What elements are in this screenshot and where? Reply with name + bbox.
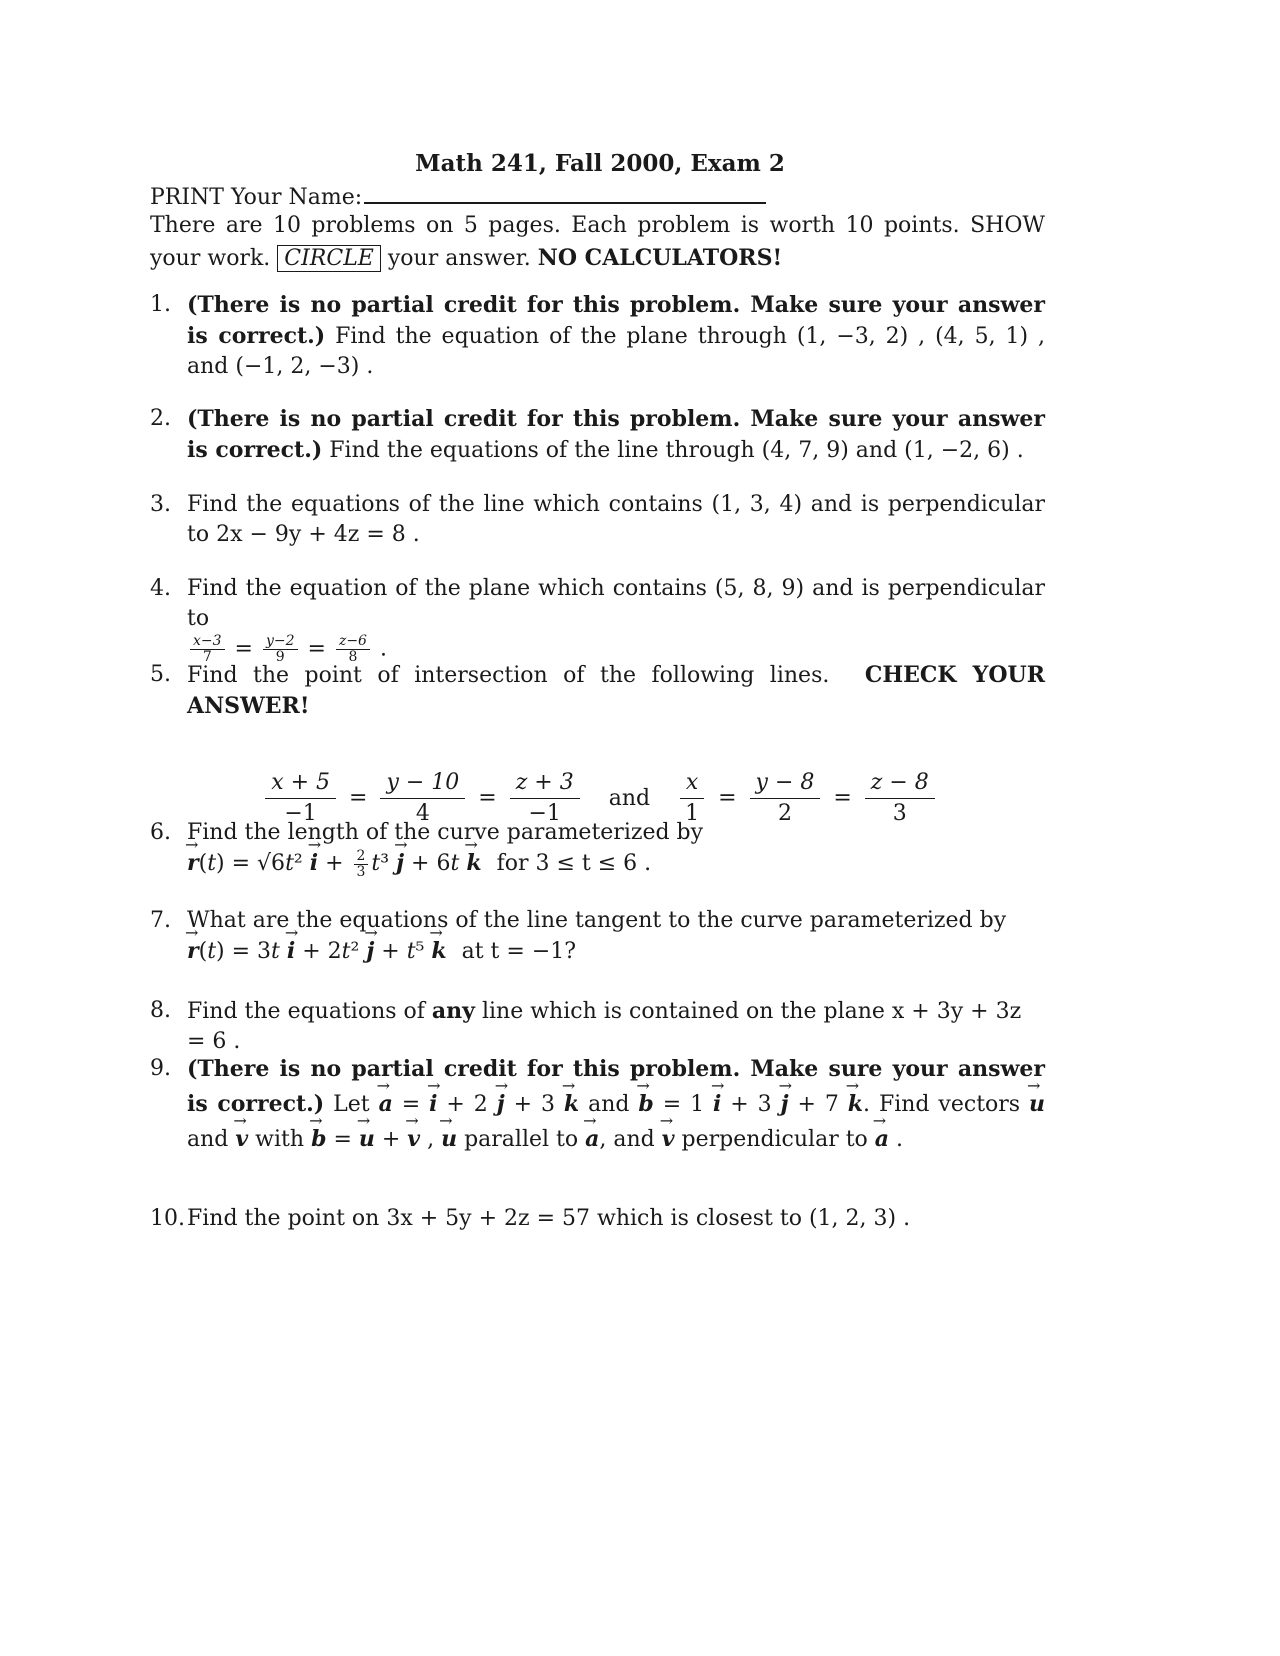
problem-number: 4. <box>150 576 171 601</box>
name-line <box>150 182 766 210</box>
instructions-line1: There are 10 problems on 5 pages. Each problem is worth 10 points. SHOW your <box>150 213 1045 271</box>
problem-6: 6. Find the length of the curve parameterized by → r(t) = √6t² → i + $\frac{2}{3}$ t³ → j + 6t → k for 3 ≤ t ≤ 6 . <box>150 818 1045 880</box>
problem-number: 7. <box>150 908 171 933</box>
instructions-your-answer: your answer. <box>387 246 531 271</box>
vector-a-def: → a = → i + 2 → j + 3 → k <box>379 1092 580 1117</box>
problem-5-text: Find the point of intersection of the following lines. <box>187 663 830 688</box>
problem-2-text: Find the equations of the line through (4, 7, 9) and (1, −2, 6) . <box>329 438 1024 463</box>
problem-number: 9. <box>150 1056 171 1081</box>
fraction: $\frac{y-2}{9}$ <box>263 634 298 665</box>
fraction: $\frac{y - 8}{2}$ <box>750 768 821 829</box>
problem-number: 5. <box>150 662 171 687</box>
problem-1-text: Find the equation of the plane through (1, −3, 2) , (4, 5, 1) , and (−1, 2, −3) . <box>187 324 1045 379</box>
problem-1 <box>150 290 1045 382</box>
problem-number: 8. <box>150 998 171 1023</box>
problem-number: 10. <box>150 1206 185 1231</box>
no-calculators: NO CALCULATORS! <box>537 245 783 271</box>
problem-number: 2. <box>150 406 171 431</box>
name-label: PRINT Your Name: <box>150 185 363 210</box>
problem-number: 6. <box>150 820 171 845</box>
problem-10-text: Find the point on 3x + 5y + 2z = 57 which is closest to (1, 2, 3) . <box>187 1206 911 1231</box>
problem-2 <box>150 404 1045 466</box>
problem-4-text: Find the equation of the plane which contains (5, 8, 9) and is perpendicular to <box>187 576 1045 631</box>
problem-3 <box>150 490 1045 550</box>
problem-2-note: (There is no partial credit for this problem. Make sure your answer is correct.) <box>187 406 1045 463</box>
problem-number: 3. <box>150 492 171 517</box>
problem-7: 7. What are the equations of the line tangent to the curve parameterized by → r(t) = 3t → i + 2t² → j + t⁵ → k at t = −1? <box>150 906 1045 967</box>
check-your-answer: CHECK YOUR <box>864 662 1045 688</box>
fraction: $\frac{z + 3}{-1}$ <box>510 768 580 829</box>
problem-5-equations: $\frac{x + 5}{-1}$ = $\frac{y - 10}{4}$ = $\frac{z + 3}{-1}$ and $\frac{x}{1}$ = $\frac{y - 8}{2}$ = $\frac{z - 8}{3}$ <box>0 768 1200 829</box>
problem-number: 1. <box>150 292 171 317</box>
instructions-work: work. <box>207 246 271 271</box>
exam-title: Math 241, Fall 2000, Exam 2 <box>415 150 785 177</box>
instructions <box>150 210 1045 275</box>
circle-box: CIRCLE <box>277 245 381 272</box>
fraction: $\frac{x + 5}{-1}$ <box>265 768 336 829</box>
problem-3-text: Find the equations of the line which contains (1, 3, 4) and is perpendicular to 2x − 9y + 4z = 8 . <box>187 492 1045 547</box>
fraction: $\frac{x-3}{7}$ <box>190 634 225 665</box>
fraction: $\frac{z - 8}{3}$ <box>865 768 935 829</box>
problem-6-text: Find the length of the curve parameterized by <box>187 820 704 845</box>
problem-7-text: What are the equations of the line tangent to the curve parameterized by <box>187 908 1007 933</box>
curve-equation: → r(t) = 3t → i + 2t² → j + t⁵ → k <box>187 939 447 964</box>
problem-5: 5. Find the point of intersection of the following lines. CHECK YOUR ANSWER! <box>150 662 1045 719</box>
problem-10 <box>150 1204 1045 1234</box>
problem-9: 9. (There is no partial credit for this problem. Make sure your answer is correct.) Let → a = → i + 2 → j + 3 → k and → b = 1 → i + 3 → j + 7 → k. Find vectors → u and → v with → b = → u + → v , → u parallel to → a, and → v perpendicular to → a . <box>150 1052 1045 1157</box>
curve-equation: → r(t) = √6t² → i + $\frac{2}{3}$ t³ → j + 6t → k <box>187 851 482 876</box>
fraction: $\frac{x}{1}$ <box>679 768 705 829</box>
fraction: $\frac{y - 10}{4}$ <box>380 768 465 829</box>
problem-4: 4. Find the equation of the plane which contains (5, 8, 9) and is perpendicular to $\frac{x-3}{7}$ = $\frac{y-2}{9}$ = $\frac{z-6}{8}$ . <box>150 576 1045 665</box>
problem-9-note: (There is no partial credit for this problem. Make sure your answer is correct.) <box>187 1056 1045 1117</box>
problem-8: 8. Find the equations of any line which is contained on the plane x + 3y + 3z = 6 . <box>150 998 1022 1054</box>
problem-1-note: (There is no partial credit for this problem. Make sure your answer is correct.) <box>187 292 1045 349</box>
name-blank <box>364 182 766 204</box>
fraction: $\frac{z-6}{8}$ <box>336 634 370 665</box>
vector-b-def: → b = 1 → i + 3 → j + 7 → k <box>638 1092 863 1117</box>
